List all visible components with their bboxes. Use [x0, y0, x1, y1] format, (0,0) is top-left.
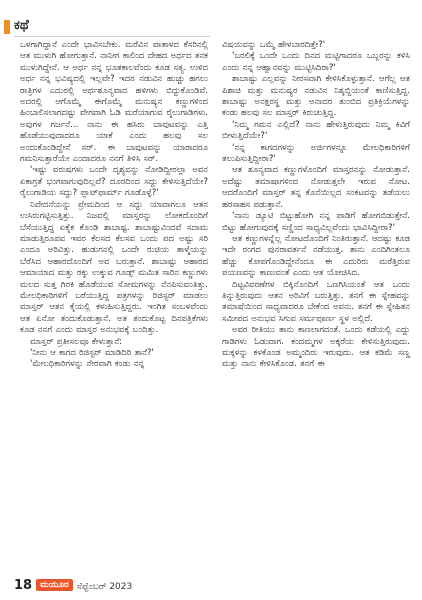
paragraph: ಮಾಸ್ತರ್ ಪ್ರತೀಸಲವೂ ಕೇಳುತ್ತಾನೆ:	[30, 336, 123, 347]
page-number: 18	[14, 578, 33, 593]
magazine-logo: ಮಯೂರ	[36, 579, 73, 591]
paragraph: 'ಇಷ್ಟು ವರುಷಗಳು ಒಂದೇ ದೃಶ್ಯವನ್ನು ನೋಡಿದ್ದೀರಲ್ಲಾ ಅವನ ಏಕಾಗ್ರತೆ ಭಂಗವಾಗುವುದಿಲ್ಲವೆ? ದೂರದಿಂದ ಸದ್ದು ಕೇಳಿಸುತ್ತಿದೆಯೇ? ರೈಲುಗಾಡಿಯ ಸದ್ದು? ಪ್ಲಾಟ್‌ಫಾರ್ಮ್ ಗೂಡೊಳ್ಳೆ?'	[20, 165, 208, 199]
paragraph: ದಿಟ್ಟವಿವರಣೆಗಳ ಬಿಕ್ಕಿನೊಂದಿಗೆ ಒಣಗಿಸಿಯಂತೆ ಆತ ಒಂದು ತಿನ್ನುತ್ತಿರುವುದು ಆತನ ಅರಿವಿಗೆ ಬರುತ್ತಿತ್ತು. ತನಗೆ ಈ ಸ್ನೇಹವನ್ನು ತಮಾಷೆಯಿಂದ ಸಾಧ್ಯವಾದರೂ ಬೇಕೆಂದ ಅವನು. ತನಗೆ ಈ ಸ್ನೇಹಿತನ ಸಮೀಪದ ಅನುಭವ ಸಿಗುವ ಸರ್ಮಪೂರ್ಣ ಸ್ಥಳ ಅಲ್ಲಿದೆ.	[222, 279, 410, 324]
dialogue-line: 'ನಾನು ಡ್ಯೂಟಿ ಬಿಟ್ಟುಹೋಗಿ ನನ್ನ ಪಾಡಿಗೆ ಹೋಗಬಿಡುತ್ತೇನೆ. ಬಿಟ್ಟು ಹೋಗುವುದಕ್ಕೆ ಸಣ್ಣಿಂದ ಸಾಧ್ಯವಿಲ್ಲವೆಂದು ಭಾವಿಸಿದ್ದೀರಾ?'	[222, 211, 410, 233]
paragraph: ಅವರ ರೀತಿಯು ತಾನು ಕಾಣಲಾಗದಂತೆ. ಒಂದು ಕಡೆಯಲ್ಲಿ ಎದ್ದು ಗಾಡಿಗಳು ಓಡುವಾಗ. ಕಂದಮ್ಮಗಳ ಅಕ್ಕರೆಯ ಕೇಳಿಸುತ್ತಿರುವುದು. ಮಕ್ಕಳನ್ನು ಕಳಕೊಂಡ ಅಮ್ಮಂದಿರು ಇರುವುದು. ಆತ ಕಡಿಮೆ ಸಣ್ಣ ಮತ್ತು ನಾನು ಕೇಳಿಸಿಕೊಂಡ. ತನಗೆ ಈ	[222, 325, 410, 370]
dialogue-line: ವಿಷಯವನ್ನು ಒಮ್ಮೆ ಹೇಳಬಾರದಿತ್ತೇ?'	[222, 40, 326, 50]
header-rule	[14, 36, 210, 37]
paragraph: ಶಾಬಾಷ್ಟು ಎಲ್ಲವನ್ನು ನೀರಸವಾಗಿ ಕೇಳಿಸಿಕೊಳ್ಳುತ್ತಾನೆ. ಆಗೆಲ್ಲ ಆತ ಪಿಶಾಚಿ ಮತ್ತು ಮನುಷ್ಯರ ನಡುವಿನ ನಿಶ್ಶಬ್ದಿಯಂತೆ ಕಾಣಿಸುತ್ತಿದ್ದ. ಶಾಬಾಷ್ಟು ಅನಕ್ಷರಸ್ಥ ಮತ್ತು ಅನಾದರ ತುಂಬಿದ ಪ್ರತಿಕ್ರಿಯೆಗಳನ್ನು ಕಂಡು ಹಲವು ಸಲ ಮಾಸ್ತರ್ ಕಿರುಚುತ್ತಿದ್ದ.	[222, 74, 410, 119]
section-label: ಕಥೆ	[14, 18, 29, 33]
page-footer	[14, 578, 132, 598]
dialogue-line: 'ನಿಮ್ಮ ಗಮನ ಎಲ್ಲಿದೆ? ನಾನು ಹೇಳುತ್ತಿರುವುದು ನಿಮ್ಮ ಕಿವಿಗೆ ಬೀಳುತ್ತಿದೆಯೇ?'	[222, 119, 410, 142]
dialogue-line: 'ಮೇಲಧಿಕಾರಿಗಳನ್ನು ನೇರವಾಗಿ ಕಂಡು ನನ್ನ	[30, 359, 145, 370]
issue-date: ಸೆಪ್ಟೆಂಬರ್ 2023	[76, 582, 133, 592]
paragraph: ಆತ ಕಣ್ಣುಗಳನ್ನೆಲ್ಲ ನೋಟದೊಂದಿಗೆ ನಿಂತಿರುತ್ತಾನೆ. ಆದಷ್ಟು ಕೂಡ ಇದೇ ರಂಗದ ಪುನರಾವರ್ತನೆ ನಡೆಯುತ್ತ. ತಾನು ಎಂದಿಗಿಂತಲೂ ಹೆಚ್ಚು ಕೋಪಗೊಂಡಿದ್ದೇನೆಂದೂ ಈ ಎದುರಿರು ಮರೆತ್ತಿರುವ ಪಯಣವನ್ನು ಕಾಣುವಂತೆ ಎಂದು ಆತ ಯೋಚಿಸಿದ.	[222, 233, 410, 279]
paragraph: ಆತ ಶೂನ್ಯವಾದ ಕಣ್ಣುಗಳೊಂದಿಗೆ ಮಾಸ್ತರನನ್ನು ನೋಡುತ್ತಾನೆ. ಅದೆಷ್ಟು ತಮಾಷಾಗಳಿಂದ ನೋಡುತ್ತಲೇ ಇರುವ ನೋಟ. ಆದರೊಂದಿಗೆ ಮಾಸ್ತರ್ ತನ್ನ ಕೊನೆಯಿಲ್ಲದ ಸಂಕಟವನ್ನು ತಡೆಯಲು ಹರಸಾಹಸ ಪಡುತ್ತಾನೆ.	[222, 165, 410, 210]
paragraph: ನಿವೇದನೆಯನ್ನು ಪ್ರೇಮದಿಂದ ಆ ಸದ್ದು ಯಾವಾಗಲೂ ಆತನ ಉಸಿರುಗಟ್ಟಿಸುತ್ತಿತ್ತು. ನಿಜವಲ್ಲಿ ಮಾಸ್ತರನ್ನು ಲೋಕದೊಂದಿಗೆ ಬೆಸೆಯುತ್ತಿದ್ದ ಏಕೈಕ ಕೊಂಡಿ ಶಾಬಾಷ್ಟ. ಶಾಬಾಷ್ಟುವಿಂದವೆ ಸದಾಮ ಮಾಡುತ್ತಿರೂಪವ ಇವರ ಕೆಲಸದ ಕೆಲಸವ ಒಂದು ಪದ ಅಷ್ಟು ಸರಿ ಎಂದೂ ಅರಿವಿತ್ತು. ಹುಡುಗನಲ್ಲಿ ಒಂದೇ ರುಚಿಯ ತಾಳ್ಮೆಯನ್ನು ಬೆರೆಸಿದ ಆಹಾರದೊಂದಿಗೆ ಅವ ಬರುತ್ತಾನೆ. ಶಾಬಾಷ್ಟು ಆಹಾರದ ಆಮಾಯಾದ ಮತ್ತು ಠಕ್ಕು ಉಕ್ಕುವ ಗೂಡ್ಸ್ ಮಮಿತ ಸಾರಿನ ಕಣ್ಣುಗಳು ಮಲದ ಸುತ್ತ ಗಿರಕಿ ಹೊಡೆಯುವ ಸೋಮಗಳನ್ನು ನೆನಪಿಸುವಂತಿತ್ತು. ಮೇಲಧಿಕಾರಿಗಳಿಗೆ ಬರೆಯುತ್ತಿದ್ದ ಪತ್ರಗಳನ್ನು ರಿಜಿಸ್ಟರ್ ಮಾಡಲು ಮಾಸ್ತರ್ ಆತನ ಕೈಯಲ್ಲಿ ಕಳುಹಿಸುತ್ತಿದ್ದರು. ಇಂಗಿತ ಸಂಬಳವೆಂದು ಆತ ಏನೋ ತಂದುಕೊಡುತ್ತಾನೆ. ಅತ ತಂದುಕೊಟ್ಟ ದಿನಪತ್ರಿಕೆಗಳು ಕೂಡ ನನಗೆ ಎಂದು ಮಾಸ್ತರ ಅನುಭವಕ್ಕೆ ಬಂದಿತ್ತು.	[20, 199, 208, 336]
paragraph: ಒಳಗಾಗಿದ್ದಾನೆ ಎಂದೇ ಭಾವಿಸಬೇಕು. ಮರೆವಿನ ಪಾತಾಳದ ಕೆಸರಿನಲ್ಲಿ ಆತ ಮುಳುಗಿ ಹೋಗುತ್ತಾನೆ. ನಾನೀಗ ಕಾಲಿಂದ ದೇಹದ ಅರ್ಧದ ತನಕ ಮುಳುಗಿದ್ದೇನೆ. ಆ ಅರ್ಧ ನನ್ನ ಭೂತಕಾಲವೆಂದು ಕೂಡ ಸತ್ಯ. ಉಳಿದ ಅರ್ಧ ನನ್ನ ಭವಿಷ್ಯದಲ್ಲಿ ಇಲ್ಲವೇ? ಇದರ ನಡುವಿನ ಹುಚ್ಚು ಹಗಲು ರಾತ್ರಿಗಳ ಎದುರಲ್ಲಿ ಅರ್ಥಶೂನ್ಯವಾದ ಹಳಿಗಳು ಬಿದ್ದುಕೊಂಡಿವೆ. ಅದರಲ್ಲಿ ಆಗೊಮ್ಮೆ ಈಗೊಮ್ಮೆ ಮನುಷ್ಯನ ಕಣ್ಣುಗಳಿಂದ ಹಿಂಬಾಲಿಸಲಾಗದಷ್ಟು ವೇಗವಾಗಿ ಓಡಿ ಮರೆಯಾಗುವ ರೈಲುಗಾಡಿಗಳು. ಅವುಗಳ ಗರ್ಜನೆ... ನಾನು ಈ ಹಸಿರು ಬಾವುಟವನ್ನು ಎತ್ತಿ ಹೊಡೆಯುವುದಾದರೂ ಯಾಕೆ ಎಂದು ಹಲವು ಸಲ ಅಂದುಕೊಂಡಿದ್ದೇನೆ ಸರ್. ಈ ಬಾವುಟವನ್ನು ಯಾರಾದರೂ ಗಮನಿಸುತ್ತಾರೆಯೇ ಎಂದಾದರೂ ನನಗೆ ತಿಳಿಸಿ ಸರ್.	[20, 40, 208, 165]
text-column-left	[20, 40, 208, 544]
dialogue-line: 'ನೀನು ಆ ಕಾಗದ ರಿಜಿಸ್ಟರ್ ಮಾಡಿದಿರಿ ತಾನೆ?'	[30, 347, 154, 358]
dialogue-line: 'ಬರಲಿಕ್ಕೆ ಒಂದೇ ಒಂದು ದಿನದ ಮಟ್ಟಿಗಾದರೂ ಒಬ್ಬರನ್ನು ಕಳಿಸಿ ಎಂದು ನನ್ನ ಆಹ್ವಾನವನ್ನು ಮುಟ್ಟಿಸಿದಿರಾ?'	[222, 51, 410, 73]
text-column-right	[222, 40, 410, 544]
section-accent-bar	[4, 20, 10, 34]
dialogue-line: 'ನನ್ನ ಕಾಗದಗಳನ್ನು ಅರ್ಜಿಗಳನ್ನೂ ಮೇಲಧಿಕಾರಿಗಳಿಗೆ ತಲುಪಿಸುತ್ತಿದ್ದೀರಾ?'	[222, 142, 410, 165]
